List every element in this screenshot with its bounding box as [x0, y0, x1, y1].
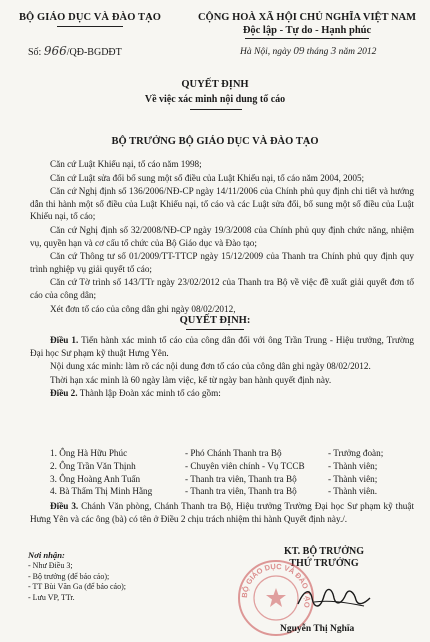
articles-1-2 [30, 334, 414, 401]
issuing-agency [10, 12, 170, 27]
motto-underline [245, 38, 369, 39]
recipient-item: - Lưu VP, TTr. [28, 592, 75, 602]
article-1-duration: Thời hạn xác minh là 60 ngày làm việc, kể từ ngày ban hành quyết định này. [50, 374, 332, 385]
document-subtitle: Về việc xác minh nội dung tố cáo [144, 94, 286, 105]
recipient-item: - Bộ trưởng (để báo cáo); [28, 571, 110, 581]
article-2-text: Thành lập Đoàn xác minh tố cáo gồm: [77, 388, 221, 399]
recipients-title: Nơi nhận: [28, 550, 65, 560]
nation-name: CỘNG HOÀ XÃ HỘI CHỦ NGHĨA VIỆT NAM [197, 12, 417, 23]
member-team-role: - Thành viên; [328, 460, 378, 471]
article-1-content: Nội dung xác minh: làm rõ các nội dung đơn tố cáo của công dân ghi ngày 08/02/2012. [50, 361, 371, 372]
decides-heading: QUYẾT ĐỊNH: [179, 315, 251, 326]
doc-no-prefix: Số: [28, 47, 42, 58]
basis-3: Căn cứ Nghị định số 136/2006/NĐ-CP ngày 14/11/2006 của Chính phủ quy định chi tiết và hướng dẫn thi hành một số điều của Luật Khiếu nại, tố cáo và các Luật sửa đổi, bổ sung một số điều của Luật Khiếu nại, tố cáo; [30, 186, 414, 222]
legal-bases [30, 158, 414, 315]
member-name: 4. Bà Thẩm Thị Minh Hằng [50, 486, 153, 497]
article-1 [30, 334, 414, 359]
date-suffix: năm 2012 [338, 47, 377, 57]
date-day: 09 [293, 45, 305, 57]
issue-date [240, 45, 376, 57]
member-position: - Thanh tra viên, Thanh tra Bộ [185, 486, 297, 497]
sign-line-1: KT. BỘ TRƯỞNG [283, 546, 365, 557]
basis-6: Căn cứ Tờ trình số 143/TTr ngày 23/02/2012 của Thanh tra Bộ về việc đề xuất giải quyết đơn tố cáo của công dân; [30, 277, 414, 300]
date-prefix: Hà Nội, ngày [240, 47, 291, 57]
basis-7: Xét đơn tố cáo của công dân ghi ngày 08/02/2012, [50, 303, 236, 314]
member-position: - Chuyên viên chính - Vụ TCCB [185, 460, 305, 471]
document-title: QUYẾT ĐỊNH [181, 79, 249, 90]
member-row [50, 447, 414, 460]
svg-text:BỘ GIÁO DỤC VÀ ĐÀO TẠO: BỘ GIÁO DỤC VÀ ĐÀO TẠO [239, 561, 313, 609]
subtitle-underline [190, 109, 242, 110]
sign-line-2: THỨ TRƯỞNG [289, 558, 359, 569]
article-2-label: Điều 2. [50, 388, 78, 399]
basis-2: Căn cứ Luật sửa đổi bổ sung một số điều của Luật Khiếu nại, tố cáo năm 2004, 2005; [50, 172, 365, 183]
doc-no-suffix: /QĐ-BGDĐT [66, 47, 122, 58]
article-3-text: Chánh Văn phòng, Chánh Thanh tra Bộ, Hiệu trưởng Trường Đại học Sư phạm kỹ thuật Hưng Yên và các ông (bà) có tên ở Điều 2 chịu trách nhiệm thi hành Quyết định này./. [30, 501, 415, 524]
member-team-role: - Thành viên; [328, 473, 378, 484]
national-motto: Độc lập - Tự do - Hạnh phúc [242, 25, 372, 36]
article-1-label: Điều 1. [50, 335, 79, 345]
member-row [50, 473, 414, 486]
member-team-role: - Trưởng đoàn; [328, 448, 384, 458]
document-number [28, 44, 122, 58]
recipient-item: - Như Điều 3; [28, 561, 73, 571]
national-header [188, 12, 426, 39]
doc-no-handwritten: 966 [43, 44, 67, 58]
ministry-underline [57, 26, 123, 27]
member-position: - Thanh tra viên, Thanh tra Bộ [185, 473, 297, 484]
date-month: 3 [330, 45, 337, 57]
member-name: 1. Ông Hà Hữu Phúc [50, 448, 128, 458]
member-row [50, 460, 414, 473]
article-3-block [30, 500, 414, 525]
member-team-role: - Thành viên. [328, 486, 378, 497]
date-mid: tháng [306, 47, 329, 57]
basis-5: Căn cứ Thông tư số 01/2009/TT-TTCP ngày 15/12/2009 của Thanh tra Chính phủ quy định quy trình nghiệp vụ giải quyết tố cáo; [30, 251, 414, 274]
article-3-label: Điều 3. [50, 501, 79, 511]
member-position: - Phó Chánh Thanh tra Bộ [185, 448, 282, 458]
basis-4: Căn cứ Nghị định số 32/2008/NĐ-CP ngày 19/3/2008 của Chính phủ quy định chức năng, nhiệm vụ, quyền hạn và cơ cấu tổ chức của Bộ Giáo dục và Đào tạo; [30, 224, 414, 248]
recipient-item: - TT Bùi Văn Ga (để báo cáo); [28, 582, 126, 592]
issuing-authority: BỘ TRƯỞNG BỘ GIÁO DỤC VÀ ĐÀO TẠO [111, 136, 319, 147]
decides-underline [186, 329, 244, 330]
signer-name: Nguyễn Thị Nghĩa [280, 624, 355, 634]
article-2 [30, 387, 414, 400]
member-name: 3. Ông Hoàng Anh Tuấn [50, 473, 141, 484]
basis-1: Căn cứ Luật Khiếu nại, tố cáo năm 1998; [50, 159, 202, 169]
member-name: 2. Ông Trần Văn Thịnh [50, 460, 136, 471]
article-3 [30, 500, 414, 525]
article-1-text: Tiến hành xác minh tố cáo của công dân đối với ông Trần Trung - Hiệu trưởng, Trường Đại học Sư phạm kỹ thuật Hưng Yên. [30, 335, 415, 358]
handwritten-signature-icon [294, 580, 374, 616]
recipients-list [28, 550, 178, 603]
team-members [50, 447, 414, 498]
ministry-name: BỘ GIÁO DỤC VÀ ĐÀO TẠO [18, 12, 162, 23]
member-row [50, 485, 414, 498]
